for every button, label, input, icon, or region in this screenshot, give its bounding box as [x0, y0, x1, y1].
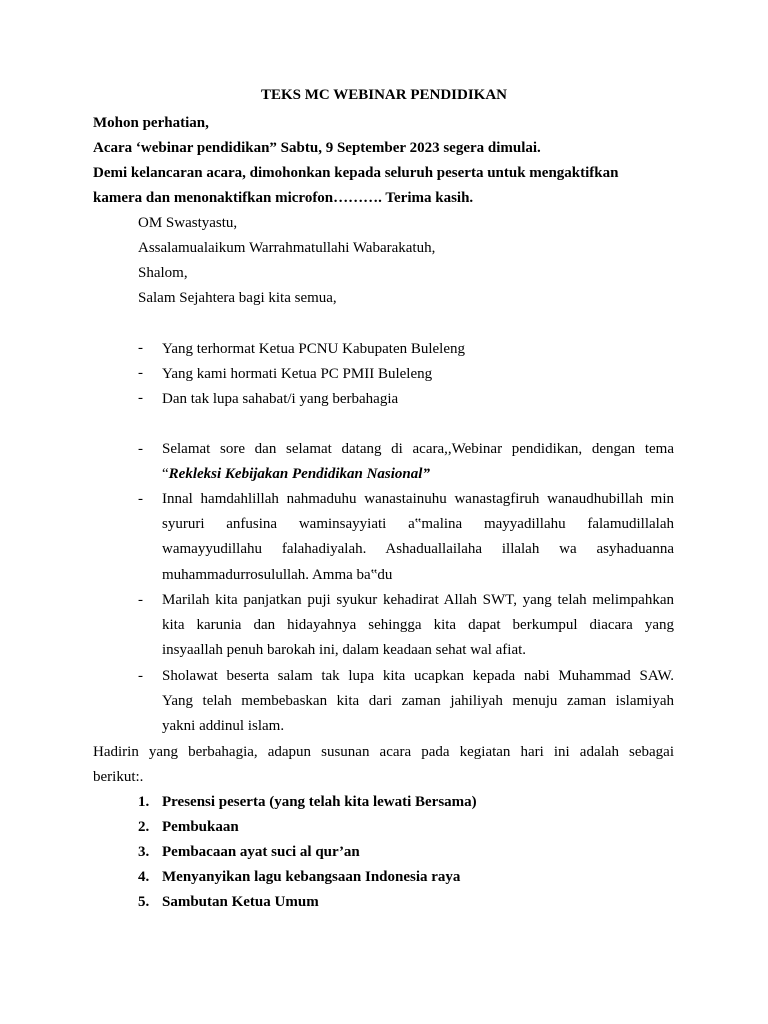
- paragraph-line: muhammadurrosulullah. Amma ba‟du: [162, 566, 393, 583]
- bullet-dash: -: [138, 441, 143, 457]
- bullet-dash: -: [138, 592, 143, 608]
- agenda-number: 5.: [138, 894, 150, 910]
- paragraph-line: Marilah kita panjatkan puji syukur kehadirat Allah SWT, yang telah melimpahkan: [162, 592, 674, 608]
- bullet-dash: -: [138, 668, 143, 684]
- paragraph-line: Yang telah membebaskan kita dari zaman jahiliyah menuju zaman islamiyah: [162, 693, 674, 710]
- agenda-item: [138, 893, 319, 911]
- opening-item: [138, 437, 674, 487]
- honorific-text: Yang terhormat Ketua PCNU Kabupaten Buleleng: [162, 341, 466, 357]
- paragraph-line: insyaallah penuh barokah ini, dalam keadaan sehat wal afiat.: [162, 642, 527, 659]
- honorific-item: [138, 390, 674, 408]
- paragraph-line: yakni addinul islam.: [162, 718, 285, 735]
- agenda-number: 3.: [138, 844, 150, 860]
- honorific-text: Yang kami hormati Ketua PC PMII Buleleng: [162, 366, 433, 382]
- greeting-line: Shalom,: [138, 265, 188, 281]
- honorific-text: Dan tak lupa sahabat/i yang berbahagia: [162, 391, 399, 407]
- intro-line: kamera dan menonaktifkan microfon………. Terima kasih.: [93, 190, 474, 206]
- bullet-dash: -: [138, 491, 143, 507]
- document-title: TEKS MC WEBINAR PENDIDIKAN: [260, 87, 507, 103]
- paragraph-item: [138, 487, 674, 588]
- agenda-item: [138, 793, 477, 811]
- honorific-item: [138, 365, 674, 383]
- agenda-text: Pembacaan ayat suci al qur’an: [162, 844, 360, 860]
- agenda-text: Menyanyikan lagu kebangsaan Indonesia raya: [162, 869, 461, 885]
- agenda-text: Presensi peserta (yang telah kita lewati Bersama): [162, 794, 477, 810]
- paragraph-line: syururi anfusina waminsayyiati a‟malina mayyadillahu falamudillalah: [162, 516, 674, 533]
- paragraph-line: Sholawat beserta salam tak lupa kita ucapkan kepada nabi Muhammad SAW.: [162, 668, 674, 684]
- agenda-intro-line: berikut:.: [93, 769, 144, 786]
- agenda-number: 2.: [138, 819, 150, 835]
- paragraph-text: [162, 588, 674, 664]
- opening-text: [162, 437, 674, 487]
- bullet-dash: -: [138, 365, 143, 381]
- agenda-item: [138, 868, 460, 886]
- paragraph-line: kita karunia dan hidayahnya sehingga kita dapat berkumpul diacara yang: [162, 617, 674, 634]
- agenda-number: 1.: [138, 794, 150, 810]
- paragraph-line: wamayyudillahu falahadiyalah. Ashaduallailaha illalah wa asyhaduanna: [162, 541, 674, 558]
- intro-line: Acara ‘webinar pendidikan” Sabtu, 9 September 2023 segera dimulai.: [93, 140, 541, 156]
- intro-line: Demi kelancaran acara, dimohonkan kepada seluruh peserta untuk mengaktifkan: [93, 165, 619, 181]
- agenda-intro-line: Hadirin yang berbahagia, adapun susunan acara pada kegiatan hari ini adalah sebagai: [93, 744, 674, 760]
- paragraph-line: Innal hamdahlillah nahmaduhu wanastainuhu wanastagfiruh wanaudhubillah min: [162, 491, 674, 507]
- opening-theme-line: [162, 462, 674, 487]
- honorific-item: [138, 340, 674, 358]
- intro-line: Mohon perhatian,: [93, 115, 209, 131]
- paragraph-item: [138, 664, 674, 740]
- opening-line: Selamat sore dan selamat datang di acara,,Webinar pendidikan, dengan tema: [162, 441, 674, 457]
- agenda-text: Pembukaan: [162, 819, 239, 835]
- bullet-dash: -: [138, 390, 143, 406]
- agenda-number: 4.: [138, 869, 150, 885]
- paragraph-item: [138, 588, 674, 664]
- agenda-item: [138, 843, 360, 861]
- greeting-line: Assalamualaikum Warrahmatullahi Wabarakatuh,: [138, 240, 436, 256]
- greeting-line: OM Swastyastu,: [138, 215, 238, 231]
- agenda-text: Sambutan Ketua Umum: [162, 894, 319, 910]
- agenda-intro: [93, 740, 674, 790]
- greeting-line: Salam Sejahtera bagi kita semua,: [138, 290, 337, 306]
- paragraph-text: [162, 664, 674, 740]
- paragraph-text: [162, 487, 674, 588]
- webinar-theme: Rekleksi Kebijakan Pendidikan Nasional”: [168, 466, 430, 483]
- agenda-item: [138, 818, 239, 836]
- quote-mark: “: [162, 466, 169, 483]
- bullet-dash: -: [138, 340, 143, 356]
